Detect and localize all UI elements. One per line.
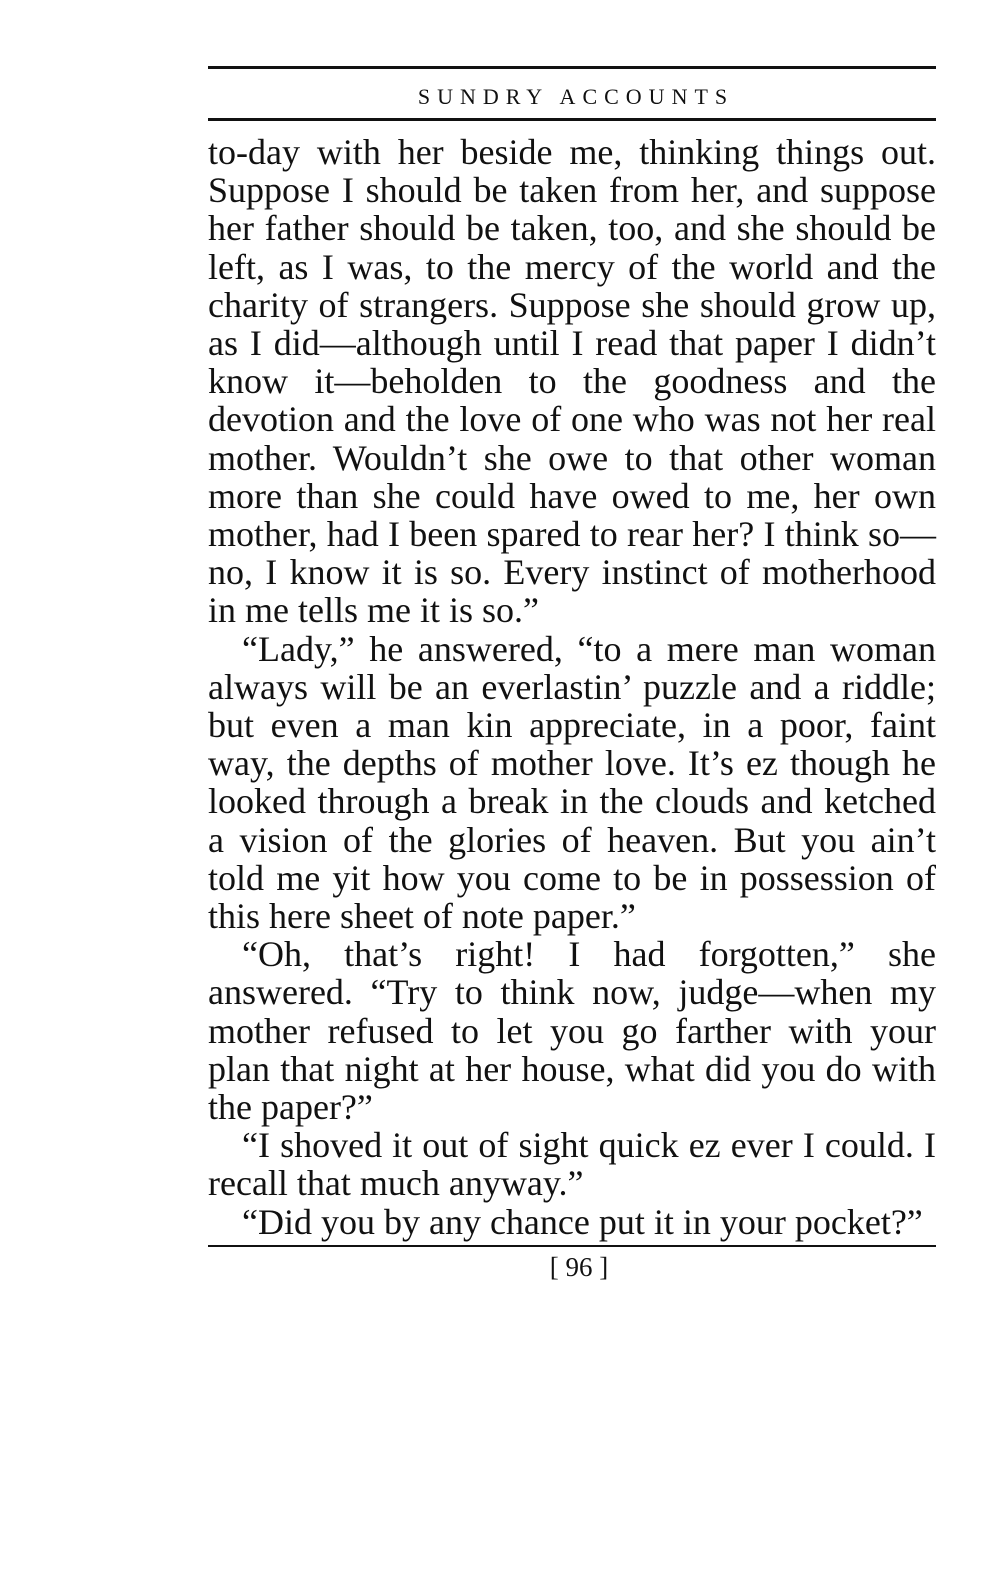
- body-text: [208, 133, 936, 1241]
- header-bottom-rule: [208, 118, 936, 121]
- page-number: [ 96 ]: [549, 1251, 609, 1282]
- paragraph: “I shoved it out of sight quick ez ever I could. I recall that much anyway.”: [208, 1125, 936, 1204]
- paragraph: “Oh, that’s right! I had forgotten,” she answered. “Try to think now, judge—when my mother refused to let you go farther with your plan that night at her house, what did you do with the paper?”: [208, 934, 936, 1128]
- header-top-rule: [208, 66, 936, 69]
- footer-rule: [208, 1245, 936, 1247]
- paragraph-continued: to-day with her beside me, thinking things out. Suppose I should be taken from her, and suppose her father should be taken, too, and she should be left, as I was, to the mercy of the world and the charity of strangers. Suppose she should grow up, as I did—although until I read that paper I didn’t know it—beholden to the goodness and the devotion and the love of one who was not her real mother. Wouldn’t she owe to that other woman more than she could have owed to me, her own mother, had I been spared to rear her? I think so—no, I know it is so. Every instinct of motherhood in me tells me it is so.”: [208, 132, 936, 631]
- running-head: SUNDRY ACCOUNTS: [417, 84, 735, 109]
- paragraph: “Lady,” he answered, “to a mere man woman always will be an everlastin’ puzzle and a riddle; but even a man kin appreciate, in a poor, faint way, the depths of mother love. It’s ez though he looked through a break in the clouds and ketched a vision of the glories of heaven. But you ain’t told me yit how you come to be in possession of this here sheet of note paper.”: [208, 628, 936, 937]
- paragraph: “Did you by any chance put it in your pocket?”: [242, 1201, 923, 1242]
- book-page: [208, 66, 936, 1283]
